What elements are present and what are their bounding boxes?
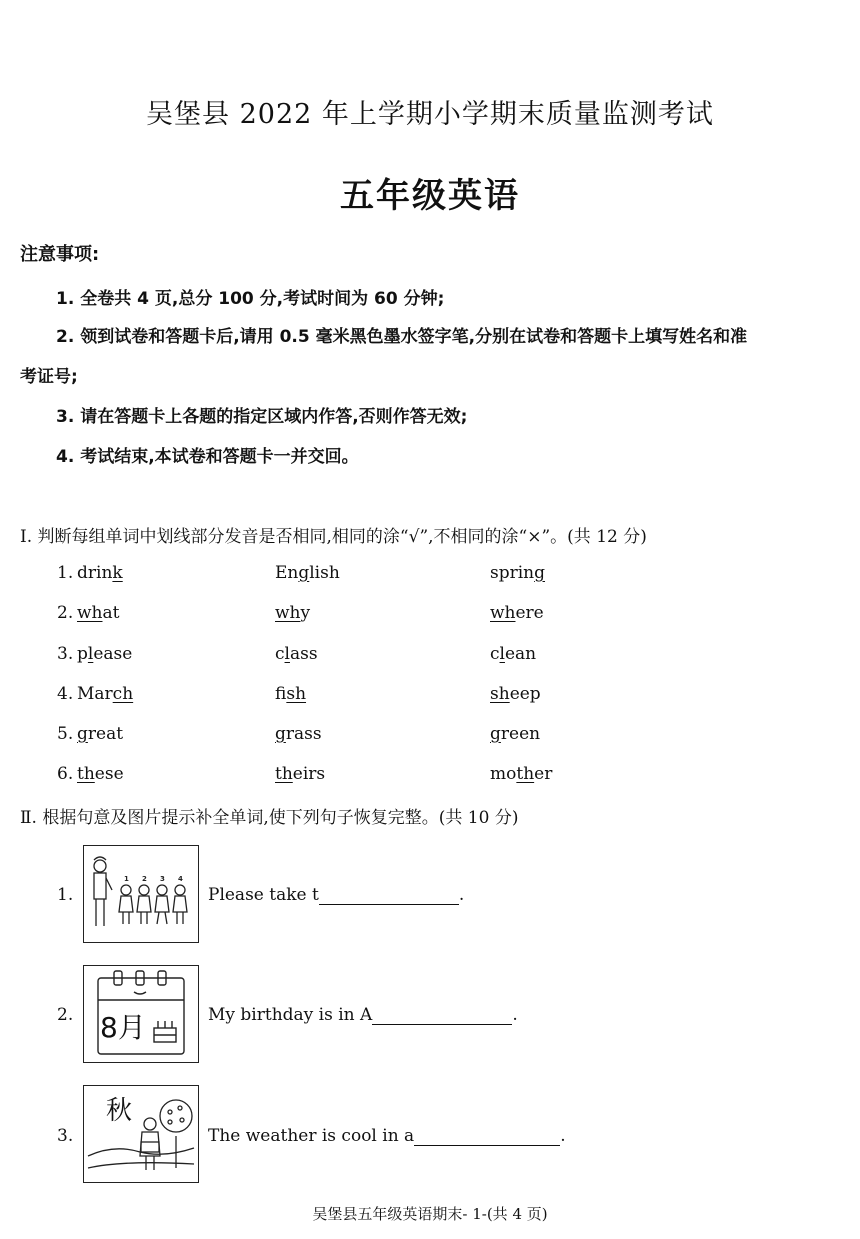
svg-text:2: 2 — [142, 875, 147, 883]
exam-subject: 五年级英语 — [340, 176, 520, 216]
word-row-number: 3. — [57, 644, 74, 664]
word-item — [77, 644, 132, 664]
autumn-harvest-icon — [83, 1085, 199, 1183]
word-part: p — [77, 644, 88, 664]
word-part: eirs — [292, 764, 326, 784]
note-item: 4. 考试结束,本试卷和答题卡一并交回。 — [56, 447, 359, 467]
season-text: 秋 — [106, 1096, 133, 1126]
word-row-number: 1. — [57, 563, 74, 583]
word-part: c — [490, 644, 500, 664]
underlined-letters: g — [490, 724, 501, 744]
question-sentence: Please take t . — [208, 885, 465, 905]
word-row-number: 2. — [57, 603, 74, 623]
word-part: Mar — [77, 684, 113, 704]
word-part: reat — [87, 724, 124, 744]
section-2-heading: Ⅱ. 根据句意及图片提示补全单词,使下列句子恢复完整。(共 10 分) — [20, 808, 519, 828]
question-sentence: The weather is cool in a . — [208, 1126, 566, 1146]
calendar-month-text: 8月 — [100, 1011, 146, 1044]
answer-blank[interactable] — [319, 886, 459, 905]
word-part: ease — [93, 644, 133, 664]
answer-blank[interactable] — [372, 1006, 512, 1025]
underlined-letters: g — [298, 563, 310, 583]
underlined-letters: th — [516, 764, 535, 784]
word-part: at — [102, 603, 120, 623]
underlined-letters: sh — [490, 684, 510, 704]
word-item — [275, 563, 340, 583]
word-part: ese — [94, 764, 124, 784]
underlined-letters: wh — [275, 603, 301, 623]
underlined-letters: k — [112, 563, 123, 583]
underlined-letters: wh — [490, 603, 516, 623]
note-item: 3. 请在答题卡上各题的指定区域内作答,否则作答无效; — [56, 407, 468, 427]
underlined-letters: th — [77, 764, 95, 784]
word-part: rass — [285, 724, 322, 744]
word-item — [490, 724, 540, 744]
note-item: 考证号; — [20, 367, 78, 387]
word-row-number: 4. — [57, 684, 74, 704]
svg-text:3: 3 — [160, 875, 165, 883]
question-number: 2. — [57, 1005, 74, 1025]
word-item — [77, 603, 119, 623]
word-part: fi — [275, 684, 287, 704]
exam-title: 吴堡县 2022 年上学期小学期末质量监测考试 — [146, 99, 714, 130]
word-part: c — [275, 644, 285, 664]
note-item: 1. 全卷共 4 页,总分 100 分,考试时间为 60 分钟; — [56, 289, 445, 309]
word-part: sprin — [490, 563, 535, 583]
svg-text:1: 1 — [124, 875, 129, 883]
word-part: er — [534, 764, 553, 784]
question-number: 1. — [57, 885, 74, 905]
underlined-letters: g — [77, 724, 88, 744]
word-item — [490, 764, 552, 784]
question-number: 3. — [57, 1126, 74, 1146]
word-part: ean — [504, 644, 537, 664]
word-item — [275, 724, 322, 744]
word-part: ass — [289, 644, 318, 664]
question-sentence: My birthday is in A . — [208, 1005, 518, 1025]
underlined-letters: g — [534, 563, 546, 583]
svg-text:4: 4 — [178, 875, 183, 883]
word-item — [275, 764, 325, 784]
underlined-letters: g — [275, 724, 286, 744]
word-row-number: 5. — [57, 724, 74, 744]
word-item — [490, 684, 541, 704]
word-item — [275, 644, 318, 664]
underlined-letters: l — [87, 644, 94, 664]
word-part: drin — [77, 563, 113, 583]
answer-blank[interactable] — [414, 1127, 560, 1146]
word-part: mo — [490, 764, 517, 784]
note-item: 2. 领到试卷和答题卡后,请用 0.5 毫米黑色墨水签字笔,分别在试卷和答题卡上填写姓名和准 — [56, 327, 748, 347]
word-part: En — [275, 563, 299, 583]
word-item — [275, 684, 306, 704]
word-item — [490, 644, 536, 664]
word-row-number: 6. — [57, 764, 74, 784]
underlined-letters: l — [284, 644, 290, 664]
section-1-heading: Ⅰ. 判断每组单词中划线部分发音是否相同,相同的涂“√”,不相同的涂“×”。(共 12 分) — [20, 527, 647, 547]
word-item — [275, 603, 310, 623]
word-part: eep — [509, 684, 541, 704]
word-part: lish — [309, 563, 340, 583]
word-item — [490, 603, 544, 623]
page-footer: 吴堡县五年级英语期末- 1-(共 4 页) — [312, 1205, 548, 1223]
word-part: ere — [515, 603, 544, 623]
word-part: y — [300, 603, 311, 623]
word-item — [77, 563, 123, 583]
word-item — [77, 724, 123, 744]
underlined-letters: wh — [77, 603, 103, 623]
word-item — [77, 684, 133, 704]
underlined-letters: ch — [112, 684, 134, 704]
underlined-letters: th — [275, 764, 293, 784]
word-part: reen — [500, 724, 541, 744]
word-item — [77, 764, 124, 784]
children-with-numbers-icon — [83, 845, 199, 943]
calendar-august-cake-icon — [83, 965, 199, 1063]
word-item — [490, 563, 545, 583]
underlined-letters: sh — [286, 684, 307, 704]
underlined-letters: l — [499, 644, 505, 664]
notes-heading: 注意事项: — [20, 244, 100, 265]
